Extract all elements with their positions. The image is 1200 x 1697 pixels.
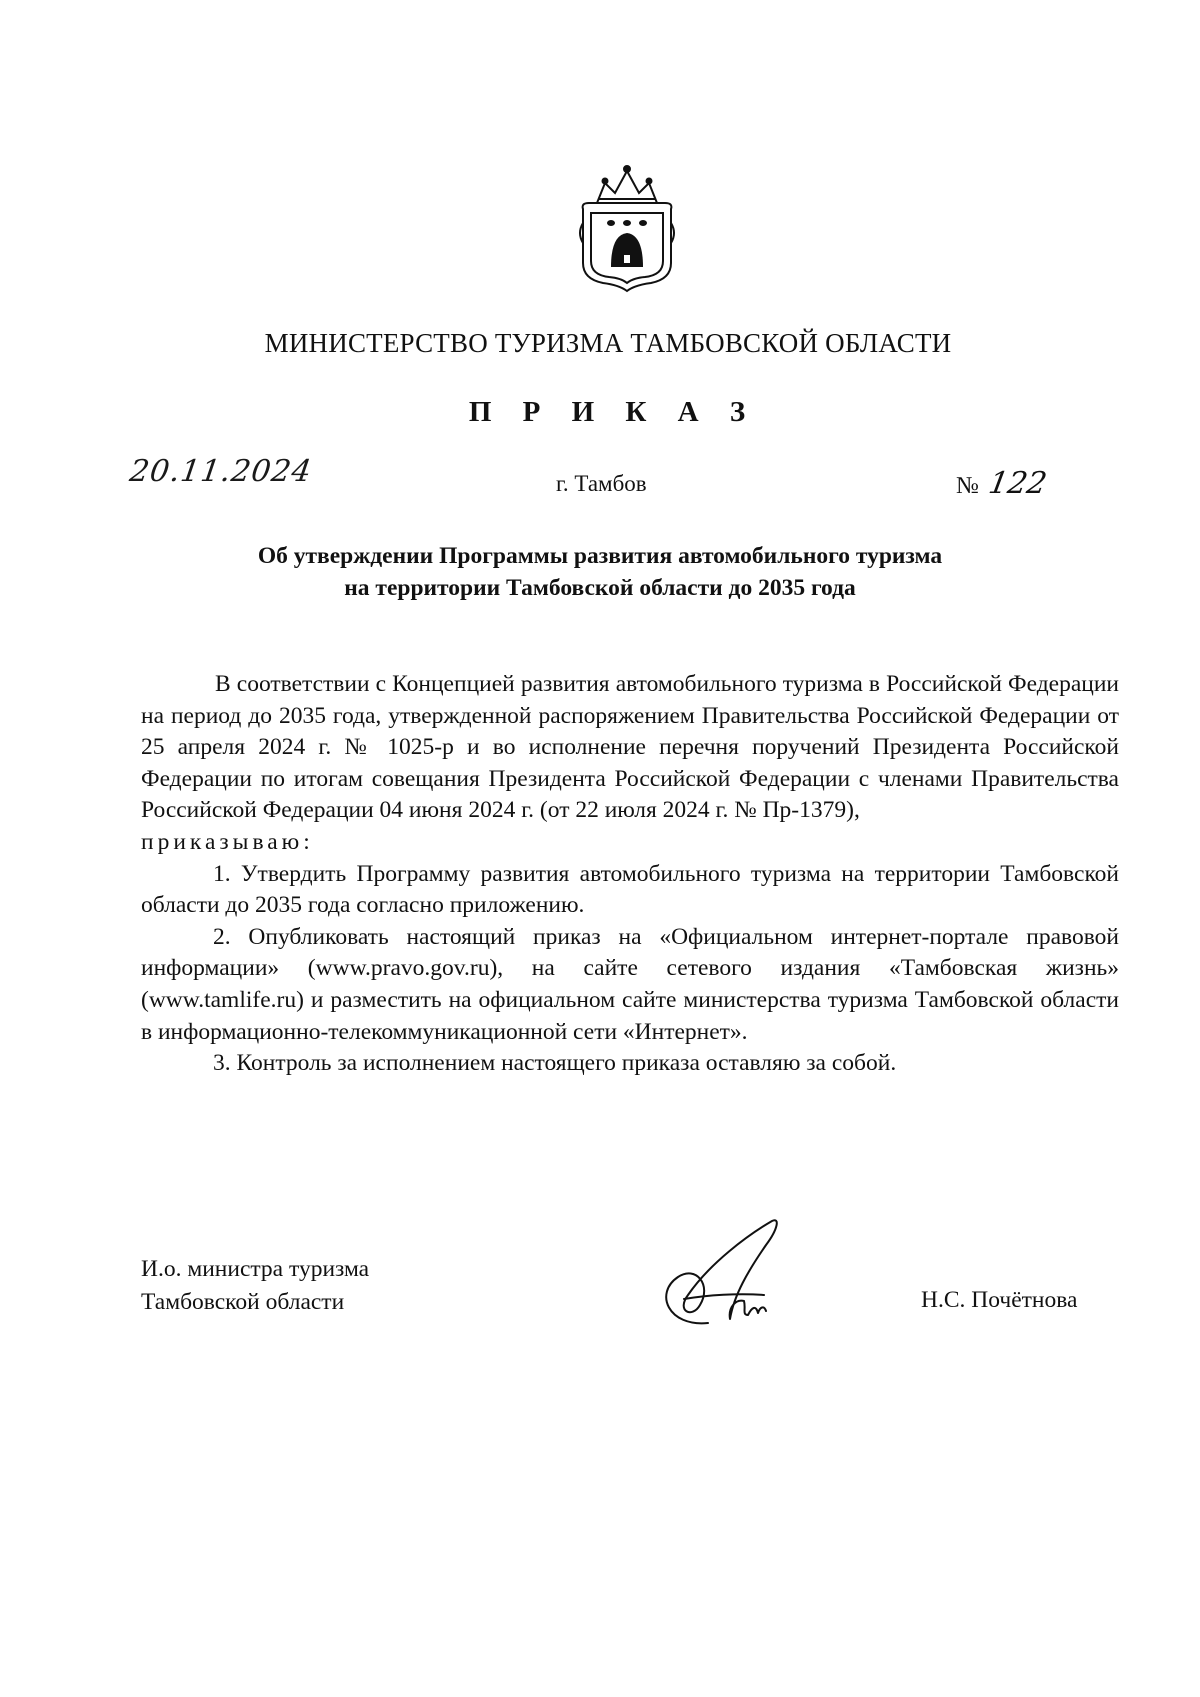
position-line-2: Тамбовской области: [141, 1289, 345, 1315]
handwritten-number: 122: [985, 466, 1050, 501]
number-prefix: №: [956, 473, 979, 499]
document-title: [0, 540, 1200, 604]
city-label: г. Тамбов: [556, 471, 647, 496]
document-body: [141, 669, 1119, 1080]
handwritten-signature: [648, 1215, 788, 1335]
position-line-1: И.о. министра туризма: [141, 1256, 370, 1282]
document-type-heading: П Р И К А З: [468, 396, 758, 428]
order-item-2: 2. Опубликовать настоящий приказ на «Официальном интернет-портале правовой информации» (www.pravo.gov.ru), на сайте сетевого издания «Тамбовская жизнь» (www.tamlife.ru) и разместить на официальном сайте министерства туризма Тамбовской области в информационно-телекоммуникационной сети «Интернет».: [141, 923, 1119, 1045]
order-word: приказываю:: [141, 828, 314, 855]
preamble-text: В соответствии с Концепцией развития автомобильного туризма в Российской Федерации на период до 2035 года, утвержденной распоряжением Правительства Российской Федерации от 25 апреля 2024 г. № 1025-р и во исполнение перечня поручений Президента Российской Федерации по итогам совещания Президента Российской Федерации с членами Правительства Российской Федерации 04 июня 2024 г. (от 22 июля 2024 г. № Пр-1379),: [141, 671, 1119, 824]
title-line-1: Об утверждении Программы развития автомобильного туризма: [257, 543, 943, 569]
document-number: [956, 466, 1050, 501]
handwritten-date: 20.11.2024: [127, 454, 315, 489]
signatory-name: Н.С. Почётнова: [921, 1287, 1078, 1313]
signatory-position: [141, 1253, 369, 1319]
order-item-1: 1. Утвердить Программу развития автомобильного туризма на территории Тамбовской области до 2035 года согласно приложению.: [141, 860, 1119, 919]
coat-of-arms-emblem: [575, 163, 679, 293]
ministry-name: МИНИСТЕРСТВО ТУРИЗМА ТАМБОВСКОЙ ОБЛАСТИ: [264, 328, 952, 358]
preamble-paragraph: [141, 669, 1119, 859]
title-line-2: на территории Тамбовской области до 2035 года: [344, 575, 856, 601]
order-item-3: 3. Контроль за исполнением настоящего приказа оставляю за собой.: [213, 1050, 897, 1077]
